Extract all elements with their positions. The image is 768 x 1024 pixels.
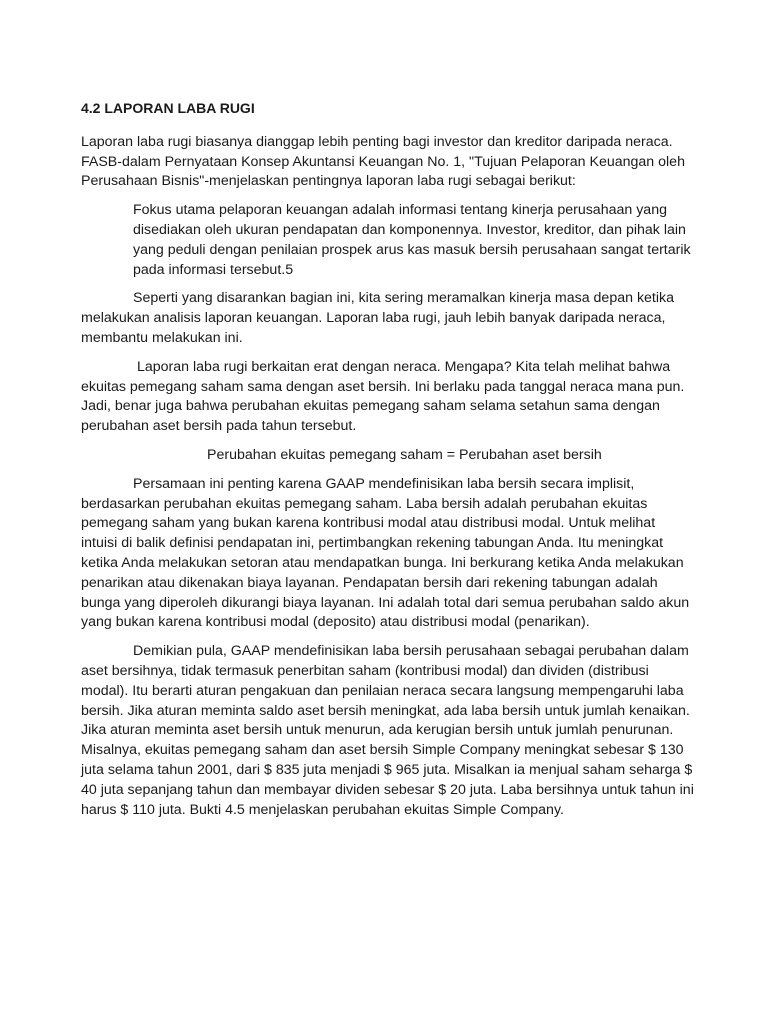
paragraph-forecasting: Seperti yang disarankan bagian ini, kita sering meramalkan kinerja masa depan ketika melakukan analisis laporan keuangan. Laporan laba rugi, jauh lebih banyak daripada neraca, membantu melakukan ini. (81, 290, 675, 346)
paragraph-intro: Laporan laba rugi biasanya dianggap lebih penting bagi investor dan kreditor daripada neraca. FASB-dalam Pernyataan Konsep Akuntansi Keuangan No. 1, "Tujuan Pelaporan Keuangan oleh Perusahaan Bisnis"-menjelaskan pentingnya laporan laba rugi sebagai berikut: (81, 133, 685, 190)
paragraph-gaap-definition: Persamaan ini penting karena GAAP mendefinisikan laba bersih secara implisit, berdasarkan perubahan ekuitas pemegang saham. Laba bersih adalah perubahan ekuitas pemegang saham yang bukan karena kontribusi modal atau distribusi modal. Untuk melihat intuisi di balik definisi pendapatan ini, pertimbangkan rekening tabungan Anda. Itu meningkat ketika Anda melakukan setoran atau mendapatkan bunga. Ini berkurang ketika Anda melakukan penarikan atau dikenakan biaya layanan. Pendapatan bersih dari rekening tabungan adalah bunga yang diperoleh dikurangi biaya layanan. Ini adalah total dari semua perubahan saldo akun yang bukan karena kontribusi modal (deposito) atau distribusi modal (penarikan). (81, 475, 690, 631)
paragraph-balance-sheet-link: Laporan laba rugi berkaitan erat dengan neraca. Mengapa? Kita telah melihat bahwa ekuitas pemegang saham sama dengan aset bersih. Ini berlaku pada tanggal neraca mana pun. Jadi, benar juga bahwa perubahan ekuitas pemegang saham selama setahun sama dengan perubahan aset bersih pada tahun tersebut. (81, 358, 685, 435)
block-quote: Fokus utama pelaporan keuangan adalah informasi tentang kinerja perusahaan yang disediakan oleh ukuran pendapatan dan komponennya. Investor, kreditor, dan pihak lain yang peduli dengan penilaian prospek arus kas masuk bersih perusahaan sangat tertarik pada informasi tersebut.5 (133, 202, 691, 278)
section-heading: 4.2 LAPORAN LABA RUGI (81, 100, 255, 116)
equation-line: Perubahan ekuitas pemegang saham = Perubahan aset bersih (207, 446, 602, 463)
paragraph-simple-company: Demikian pula, GAAP mendefinisikan laba bersih perusahaan sebagai perubahan dalam aset bersihnya, tidak termasuk penerbitan saham (kontribusi modal) dan dividen (distribusi modal). Itu berarti aturan pengakuan dan penilaian neraca secara langsung mempengaruhi laba bersih. Jika aturan meminta saldo aset bersih meningkat, ada laba bersih untuk jumlah kenaikan. Jika aturan meminta aset bersih untuk menurun, ada kerugian bersih untuk jumlah penurunan. Misalnya, ekuitas pemegang saham dan aset bersih Simple Company meningkat sebesar $ 130 juta selama tahun 2001, dari $ 835 juta menjadi $ 965 juta. Misalkan ia menjual saham seharga $ 40 juta sepanjang tahun dan membayar dividen sebesar $ 20 juta. Laba bersihnya untuk tahun ini harus $ 110 juta. Bukti 4.5 menjelaskan perubahan ekuitas Simple Company. (81, 643, 694, 818)
document-page (81, 99, 695, 829)
